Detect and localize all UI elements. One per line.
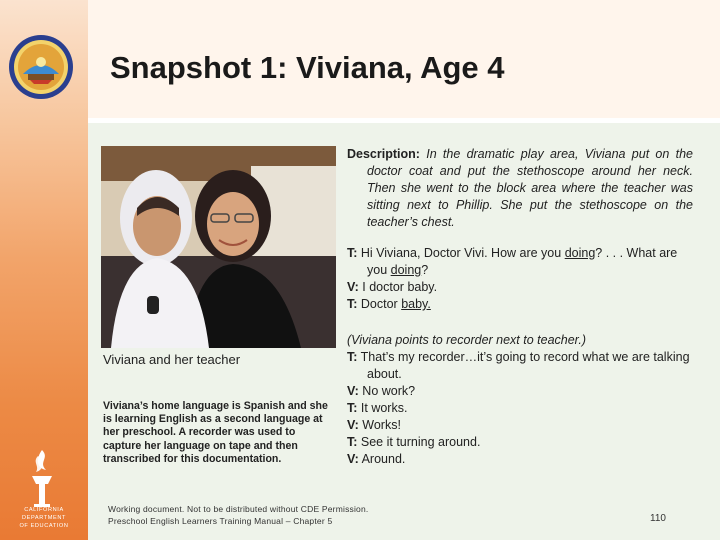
dialogue-line: V: No work?: [347, 384, 416, 398]
description-text: In the dramatic play area, Viviana put on the doctor coat and put the stethoscope around her neck. Then she went to the block area where the teacher was sitting next to Phillip. She put the stethoscope on the teacher’s chest.: [367, 147, 693, 229]
description-block: [347, 146, 693, 231]
photo-viviana-and-teacher: [101, 146, 336, 348]
photo-note: Viviana’s home language is Spanish and she is learning English as a second language at her preschool. A recorder was used to capture her language on tape and then transcribed for this documentation.: [103, 400, 328, 465]
photo-caption: Viviana and her teacher: [103, 352, 241, 367]
torch-logo-icon: [22, 448, 62, 508]
dialogue-intro: (Viviana points to recorder next to teacher.): [347, 333, 587, 347]
dialogue-line: V: Around.: [347, 452, 406, 466]
dialogue-part-1: [347, 245, 697, 313]
dialogue-line: T: It works.: [347, 401, 408, 415]
seal-icon: [8, 34, 74, 100]
dialogue-part-2: [347, 332, 697, 468]
footer-note: [108, 503, 368, 527]
description-label: Description:: [347, 147, 420, 161]
dialogue-line: T: See it turning around.: [347, 435, 481, 449]
dialogue-line: T: Hi Viviana, Doctor Vivi. How are you doing? . . . What are you doing?: [347, 246, 678, 277]
dialogue-line: V: I doctor baby.: [347, 280, 438, 294]
dialogue-line: T: Doctor baby.: [347, 297, 431, 311]
department-name: CALIFORNIA DEPARTMENT OF EDUCATION: [19, 507, 69, 529]
page-number: 110: [650, 513, 666, 524]
footer-line-1: Working document. Not to be distributed without CDE Permission.: [108, 504, 369, 514]
dialogue-line: V: Works!: [347, 418, 401, 432]
footer-line-2: Preschool English Learners Training Manual – Chapter 5: [108, 516, 333, 526]
page-title: Snapshot 1: Viviana, Age 4: [110, 50, 505, 85]
dialogue-line: T: That’s my recorder…it’s going to record what we are talking about.: [347, 350, 690, 381]
